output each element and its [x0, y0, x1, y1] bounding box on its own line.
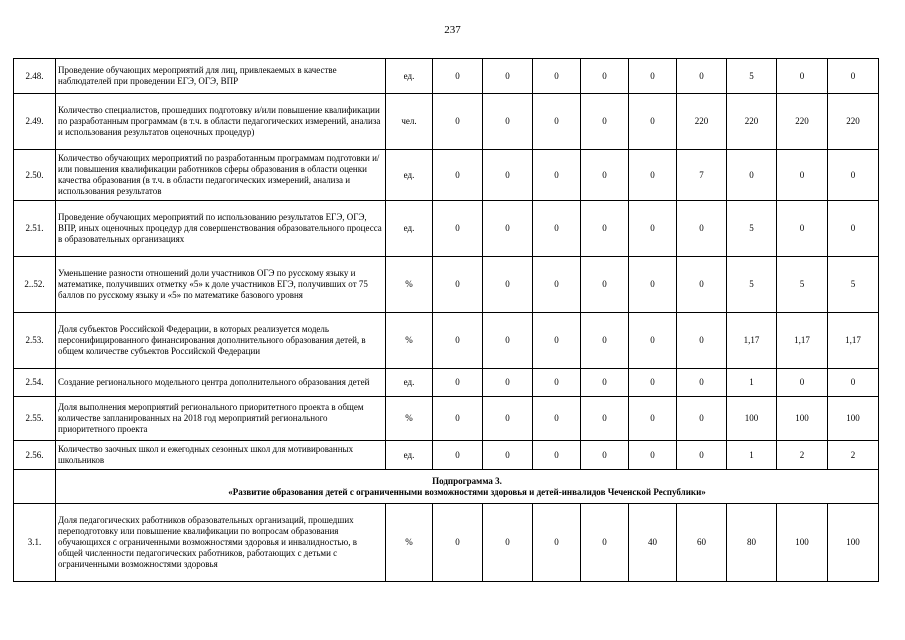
value-cell: 0	[777, 369, 828, 397]
value-cell: 5	[828, 257, 879, 313]
row-number: 2.55.	[14, 397, 56, 441]
value-cell: 40	[629, 504, 677, 582]
value-cell: 5	[727, 201, 777, 257]
table-row	[14, 150, 879, 201]
value-cell: 100	[828, 504, 879, 582]
value-cell: 0	[828, 150, 879, 201]
value-cell: 220	[828, 94, 879, 150]
table-row	[14, 441, 879, 470]
value-cell: 0	[677, 397, 727, 441]
indicator-description: Проведение обучающих мероприятий по использованию результатов ЕГЭ, ОГЭ, ВПР, иных оценочных процедур для совершенствования образовательного процесса в образовательных организациях	[56, 201, 386, 257]
subprogram-row	[14, 470, 879, 504]
indicator-description: Количество обучающих мероприятий по разработанным программам подготовки и/или повышения квалификации работников сферы образования в области оценки качества образования (в т.ч. в области педагогических измерений, анализа и использования результатов	[56, 150, 386, 201]
value-cell: 5	[727, 59, 777, 94]
row-number: 3.1.	[14, 504, 56, 582]
value-cell: 0	[433, 59, 483, 94]
row-number: 2..52.	[14, 257, 56, 313]
value-cell: 0	[533, 504, 581, 582]
value-cell: 0	[629, 369, 677, 397]
table-row	[14, 397, 879, 441]
empty-cell	[14, 470, 56, 504]
value-cell: 0	[581, 150, 629, 201]
unit-cell: чел.	[386, 94, 433, 150]
row-number: 2.48.	[14, 59, 56, 94]
value-cell: 0	[777, 201, 828, 257]
value-cell: 0	[677, 59, 727, 94]
value-cell: 0	[433, 397, 483, 441]
value-cell: 0	[777, 150, 828, 201]
value-cell: 0	[433, 441, 483, 470]
value-cell: 0	[677, 201, 727, 257]
indicator-description: Уменьшение разности отношений доли участников ОГЭ по русскому языку и математике, получивших отметку «5» к доле участников ЕГЭ, получивших от 75 баллов по русскому языку и «5» по математике базового уровня	[56, 257, 386, 313]
table-row	[14, 257, 879, 313]
value-cell: 0	[533, 150, 581, 201]
value-cell: 100	[777, 504, 828, 582]
value-cell: 100	[777, 397, 828, 441]
value-cell: 100	[727, 397, 777, 441]
value-cell: 60	[677, 504, 727, 582]
table-row	[14, 504, 879, 582]
subprogram-name: «Развитие образования детей с ограниченными возможностями здоровья и детей-инвалидов Чеченской Республики»	[228, 486, 706, 497]
unit-cell: ед.	[386, 201, 433, 257]
table-row	[14, 94, 879, 150]
unit-cell: ед.	[386, 59, 433, 94]
indicators-table	[13, 58, 879, 582]
unit-cell: %	[386, 313, 433, 369]
value-cell: 0	[483, 504, 533, 582]
value-cell: 2	[828, 441, 879, 470]
unit-cell: %	[386, 257, 433, 313]
unit-cell: ед.	[386, 441, 433, 470]
value-cell: 0	[433, 150, 483, 201]
table-row	[14, 59, 879, 94]
value-cell: 0	[629, 313, 677, 369]
value-cell: 0	[483, 313, 533, 369]
value-cell: 0	[533, 369, 581, 397]
value-cell: 0	[483, 441, 533, 470]
value-cell: 0	[727, 150, 777, 201]
value-cell: 0	[533, 257, 581, 313]
unit-cell: %	[386, 504, 433, 582]
value-cell: 0	[433, 257, 483, 313]
indicator-description: Доля педагогических работников образовательных организаций, прошедших переподготовку или повышение квалификации по вопросам образования обучающихся с ограниченными возможностями здоровья и инвалидностью, в общей численности педагогических работников, работающих с детьми с ограниченными возможностями здоровья	[56, 504, 386, 582]
value-cell: 0	[629, 201, 677, 257]
value-cell: 0	[828, 59, 879, 94]
indicator-description: Проведение обучающих мероприятий для лиц, привлекаемых в качестве наблюдателей при проведении ЕГЭ, ОГЭ, ВПР	[56, 59, 386, 94]
value-cell: 0	[629, 441, 677, 470]
row-number: 2.56.	[14, 441, 56, 470]
table-row	[14, 369, 879, 397]
value-cell: 0	[828, 201, 879, 257]
value-cell: 7	[677, 150, 727, 201]
value-cell: 0	[581, 504, 629, 582]
value-cell: 0	[533, 59, 581, 94]
value-cell: 0	[677, 441, 727, 470]
value-cell: 2	[777, 441, 828, 470]
value-cell: 0	[581, 369, 629, 397]
value-cell: 0	[533, 441, 581, 470]
value-cell: 0	[533, 201, 581, 257]
table-row	[14, 201, 879, 257]
unit-cell: %	[386, 397, 433, 441]
value-cell: 0	[483, 94, 533, 150]
indicator-description: Доля выполнения мероприятий регионального приоритетного проекта в общем количестве запланированных на 2018 год мероприятий регионального приоритетного проекта	[56, 397, 386, 441]
value-cell: 0	[483, 369, 533, 397]
value-cell: 0	[677, 369, 727, 397]
row-number: 2.53.	[14, 313, 56, 369]
value-cell: 220	[677, 94, 727, 150]
value-cell: 0	[533, 94, 581, 150]
unit-cell: ед.	[386, 150, 433, 201]
indicator-description: Количество специалистов, прошедших подготовку и/или повышение квалификации по разработанным программам (в т.ч. в области педагогических измерений, анализа и использования результатов оценочных процедур)	[56, 94, 386, 150]
value-cell: 0	[629, 150, 677, 201]
value-cell: 0	[483, 201, 533, 257]
indicator-description: Доля субъектов Российской Федерации, в которых реализуется модель персонифицированного финансирования дополнительного образования детей, в общем количестве субъектов Российской Федерации	[56, 313, 386, 369]
value-cell: 0	[581, 313, 629, 369]
value-cell: 0	[483, 59, 533, 94]
value-cell: 0	[629, 94, 677, 150]
value-cell: 0	[433, 94, 483, 150]
value-cell: 0	[433, 369, 483, 397]
value-cell: 0	[629, 59, 677, 94]
value-cell: 0	[581, 257, 629, 313]
value-cell: 0	[677, 313, 727, 369]
value-cell: 0	[533, 397, 581, 441]
subprogram-title: Подпрограмма 3.	[432, 475, 502, 486]
value-cell: 0	[677, 257, 727, 313]
value-cell: 0	[581, 201, 629, 257]
value-cell: 0	[433, 201, 483, 257]
value-cell: 1,17	[727, 313, 777, 369]
value-cell: 0	[433, 504, 483, 582]
value-cell: 1	[727, 441, 777, 470]
value-cell: 0	[581, 397, 629, 441]
value-cell: 0	[483, 150, 533, 201]
row-number: 2.49.	[14, 94, 56, 150]
value-cell: 1	[727, 369, 777, 397]
value-cell: 220	[727, 94, 777, 150]
value-cell: 0	[433, 313, 483, 369]
value-cell: 1,17	[828, 313, 879, 369]
indicator-description: Количество заочных школ и ежегодных сезонных школ для мотивированных школьников	[56, 441, 386, 470]
page-number: 237	[444, 24, 461, 36]
value-cell: 0	[581, 94, 629, 150]
value-cell: 0	[629, 257, 677, 313]
subprogram-header	[56, 470, 879, 504]
indicator-description: Создание регионального модельного центра дополнительного образования детей	[56, 369, 386, 397]
value-cell: 0	[533, 313, 581, 369]
row-number: 2.50.	[14, 150, 56, 201]
value-cell: 0	[581, 441, 629, 470]
unit-cell: ед.	[386, 369, 433, 397]
value-cell: 5	[777, 257, 828, 313]
table-row	[14, 313, 879, 369]
value-cell: 80	[727, 504, 777, 582]
value-cell: 0	[483, 397, 533, 441]
value-cell: 0	[483, 257, 533, 313]
value-cell: 0	[581, 59, 629, 94]
value-cell: 1,17	[777, 313, 828, 369]
value-cell: 220	[777, 94, 828, 150]
row-number: 2.51.	[14, 201, 56, 257]
value-cell: 0	[777, 59, 828, 94]
value-cell: 0	[828, 369, 879, 397]
value-cell: 100	[828, 397, 879, 441]
row-number: 2.54.	[14, 369, 56, 397]
value-cell: 5	[727, 257, 777, 313]
value-cell: 0	[629, 397, 677, 441]
